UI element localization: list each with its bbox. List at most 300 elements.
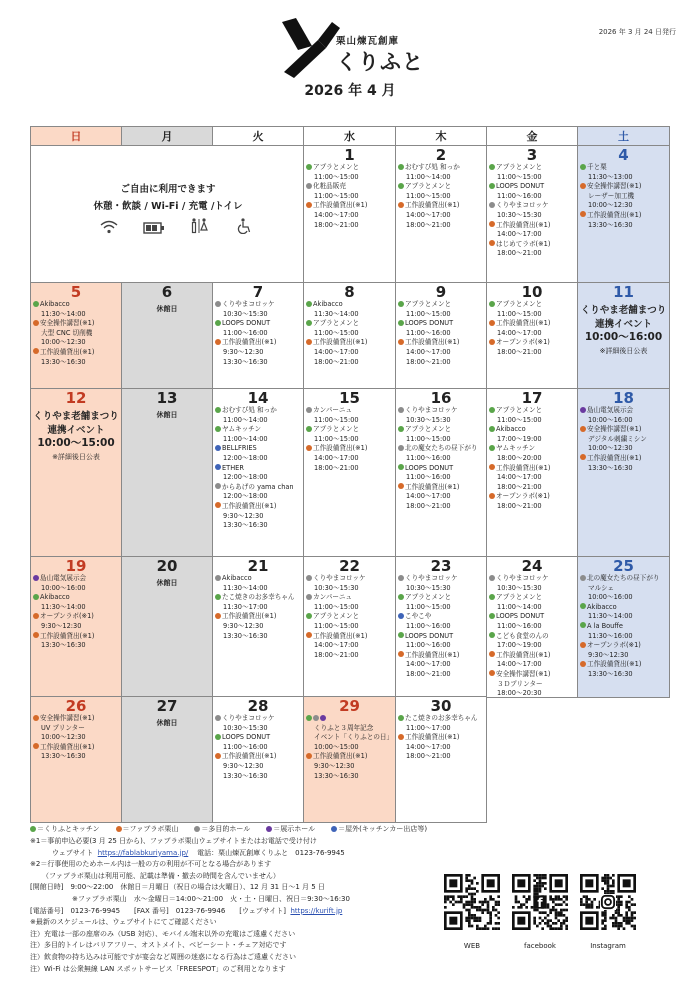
event-detail <box>304 762 395 772</box>
contact: [電話番号] 0123-76-9945 [FAX 番号] 0123-76-9946 [ウェブサイト] https://kurift.jp <box>30 906 343 915</box>
caution-3: 注）飲食物の持ち込みは可能ですが宴会など周囲の迷惑になる行為はご遠慮ください <box>30 952 296 961</box>
event-detail <box>304 435 395 445</box>
event-title <box>487 221 577 231</box>
blue-dot-icon <box>331 826 337 832</box>
event-detail-text: 9:30～12:30 <box>223 347 264 356</box>
event-title <box>487 444 577 454</box>
event-detail-text: 11:00～15:00 <box>406 434 451 443</box>
event-detail <box>487 483 577 493</box>
event-detail <box>578 651 669 661</box>
qr-label-instagram: Instagram <box>590 942 626 950</box>
event-detail <box>487 689 577 698</box>
event-title <box>304 752 395 762</box>
green-dot-icon <box>398 594 404 600</box>
weekday-header-fri: 金 <box>486 126 578 146</box>
event-detail-text: 11:00～15:00 <box>314 191 359 200</box>
day-cell-24 <box>486 556 578 698</box>
green-dot-icon <box>306 426 312 432</box>
event-label: くりやまコロッケ <box>405 574 458 582</box>
day-cell-12 <box>30 388 122 558</box>
closed-label: 休館日 <box>156 579 178 587</box>
event-detail-text: くりふと３周年記念 <box>314 723 374 732</box>
gray-dot-icon <box>215 301 221 307</box>
event-title <box>396 444 486 454</box>
event-detail-text: 9:30～12:30 <box>314 761 355 770</box>
event-label: Akibacco <box>496 425 526 434</box>
event-detail-text: 10:30～15:30 <box>406 583 451 592</box>
day-cell-28 <box>212 696 304 823</box>
website-link[interactable]: https://kurift.jp <box>290 906 343 915</box>
event-label: 工作設備貸出(※1) <box>313 631 368 640</box>
event-title <box>213 319 303 329</box>
free-use-cell <box>30 145 304 284</box>
day-cell-11 <box>577 282 670 390</box>
event-detail <box>31 733 121 743</box>
special-time: 10:00～15:00 <box>37 437 115 449</box>
event-title <box>396 406 486 416</box>
event-detail-text: 11:00～14:00 <box>223 434 268 443</box>
event-detail-text: 13:30～16:30 <box>588 220 633 229</box>
blue-dot-icon <box>215 464 221 470</box>
event-detail-text: 18:00～20:30 <box>497 689 542 698</box>
legend-item <box>30 825 100 833</box>
event-title <box>487 163 577 173</box>
event-label: くりやまコロッケ <box>405 406 458 414</box>
day-cell-13 <box>121 388 213 558</box>
event-detail-text: 10:30～15:30 <box>223 309 268 318</box>
event-detail <box>578 201 669 211</box>
event-label: アプラとメンと <box>405 593 452 602</box>
event-title <box>213 733 303 743</box>
event-title <box>487 670 577 680</box>
green-dot-icon <box>215 426 221 432</box>
day-cell-21 <box>212 556 304 698</box>
opening-hours: [開館日時] 9:00～22:00 休館日＝月曜日（祝日の場合は火曜日）、12 月 31 日～1 月 5 日 <box>30 883 325 892</box>
event-detail <box>487 473 577 483</box>
event-title <box>31 348 121 358</box>
event-detail-text: 13:30～16:30 <box>223 521 268 530</box>
event-detail <box>396 502 486 512</box>
event-detail-text: 11:00～15:00 <box>314 602 359 611</box>
day-cell-4 <box>577 145 670 284</box>
green-dot-icon <box>580 622 586 628</box>
event-detail-text: 11:00～17:00 <box>406 723 451 732</box>
notes <box>30 836 350 975</box>
event-detail-text: 13:30～16:30 <box>223 771 268 780</box>
event-detail-text: 10:30～15:30 <box>223 723 268 732</box>
event-label: オープンラボ(※1) <box>496 338 550 347</box>
green-dot-icon <box>580 164 586 170</box>
event-detail-text: 18:00～21:00 <box>406 501 451 510</box>
event-detail <box>31 329 121 339</box>
green-dot-icon <box>306 301 312 307</box>
event-label: 工作設備貸出(※1) <box>40 631 95 640</box>
event-title <box>213 752 303 762</box>
event-detail-text: 11:00～16:00 <box>406 453 451 462</box>
event-detail <box>396 492 486 502</box>
day-number: 10 <box>521 283 543 301</box>
day-cell-1 <box>303 145 396 284</box>
event-title <box>213 464 303 474</box>
day-cell-14 <box>212 388 304 558</box>
event-detail-text: 11:00～15:00 <box>406 309 451 318</box>
event-label: 島山電気展示会 <box>587 406 634 414</box>
instagram-qr-code[interactable] <box>580 874 636 930</box>
event-detail-text: 18:00～21:00 <box>406 752 451 761</box>
gray-dot-icon <box>306 183 312 189</box>
orange-dot-icon <box>306 339 312 345</box>
green-dot-icon <box>398 164 404 170</box>
event-detail-text: イベント「くりふとの日」 <box>314 733 394 742</box>
day-number: 19 <box>65 557 87 575</box>
event-title <box>213 444 303 454</box>
purple-dot-icon <box>33 575 39 581</box>
event-title <box>487 492 577 502</box>
day-number: 14 <box>247 389 269 407</box>
legend-item <box>194 825 250 833</box>
event-detail <box>487 192 577 202</box>
day-number: 7 <box>252 283 264 301</box>
event-label: くりやまコロッケ <box>222 714 275 722</box>
event-title <box>487 338 577 348</box>
event-label: アプラとメンと <box>496 406 543 414</box>
event-label: 工作設備貸出(※1) <box>587 660 642 669</box>
event-detail <box>578 612 669 622</box>
gray-dot-icon <box>398 407 404 413</box>
green-dot-icon <box>33 594 39 600</box>
event-detail <box>487 348 577 358</box>
event-detail-text: 12:00～18:00 <box>223 492 268 501</box>
day-number: 6 <box>161 283 173 301</box>
green-dot-icon <box>489 613 495 619</box>
event-detail <box>304 603 395 613</box>
event-detail-text: 11:00～15:00 <box>314 434 359 443</box>
event-title <box>578 182 669 192</box>
event-title <box>396 300 486 310</box>
event-title <box>578 163 669 173</box>
event-detail-text: 18:00～20:00 <box>497 453 542 462</box>
event-label: カンパーニュ <box>313 406 353 414</box>
event-detail <box>396 641 486 651</box>
day-number: 25 <box>613 557 634 575</box>
event-detail <box>396 435 486 445</box>
event-detail-text: 大型 CNC 切削機 <box>41 328 93 337</box>
event-title <box>304 632 395 642</box>
event-detail-text: 18:00～21:00 <box>314 220 359 229</box>
event-detail-text: 11:30～16:00 <box>588 631 633 640</box>
event-title <box>304 574 395 584</box>
day-number: 16 <box>430 389 452 407</box>
event-title <box>396 319 486 329</box>
day-cell-29 <box>303 696 396 823</box>
day-number: 9 <box>435 283 447 301</box>
event-detail-text: 11:30～14:00 <box>223 583 268 592</box>
event-detail <box>578 221 669 231</box>
orange-dot-icon <box>489 670 495 676</box>
qr-label-facebook: facebook <box>524 942 556 950</box>
event-detail <box>213 416 303 426</box>
event-label: 島山電気展示会 <box>40 574 87 582</box>
event-label: はじめてラボ(※1) <box>496 239 551 248</box>
event-detail-text: 10:30～15:30 <box>314 583 359 592</box>
purple-dot-icon <box>580 407 586 413</box>
event-detail <box>304 651 395 661</box>
event-detail-text: 14:00～17:00 <box>406 660 451 669</box>
event-detail <box>487 329 577 339</box>
event-detail-text: 17:00～19:00 <box>497 434 542 443</box>
gray-dot-icon <box>313 715 319 721</box>
svg-text:f: f <box>537 896 543 911</box>
weekday-header-sat: 土 <box>577 126 670 146</box>
event-detail <box>304 743 395 753</box>
orange-dot-icon <box>489 221 495 227</box>
event-label: ヤムキッチン <box>222 425 262 434</box>
event-detail <box>578 632 669 642</box>
green-dot-icon <box>489 407 495 413</box>
event-detail <box>487 584 577 594</box>
legend-label: ＝多目的ホール <box>201 825 251 833</box>
purple-dot-icon <box>320 715 326 721</box>
event-detail <box>487 249 577 259</box>
orange-dot-icon <box>306 445 312 451</box>
event-detail-text: 13:30～16:30 <box>588 669 633 678</box>
event-label: アプラとメンと <box>313 425 360 434</box>
event-title <box>213 714 303 724</box>
event-detail <box>213 521 303 531</box>
special-time: 10:00～16:00 <box>584 331 663 343</box>
event-detail-text: 11:00～16:00 <box>406 473 451 482</box>
event-detail-text: 14:00～17:00 <box>497 328 542 337</box>
event-detail-text: 12:00～18:00 <box>223 453 268 462</box>
event-title <box>304 182 395 192</box>
event-detail-text: レーザー加工機 <box>588 191 635 200</box>
event-title <box>487 182 577 192</box>
legend-label: ＝くりふとキッチン <box>37 825 100 833</box>
blue-dot-icon <box>215 445 221 451</box>
event-title <box>578 660 669 670</box>
event-detail <box>487 660 577 670</box>
event-detail <box>578 444 669 454</box>
event-label: オープンラボ(※1) <box>40 612 94 621</box>
event-detail <box>31 622 121 632</box>
event-detail <box>304 416 395 426</box>
event-title <box>578 406 669 416</box>
event-detail-text: 11:00～16:00 <box>406 621 451 630</box>
event-detail-text: 11:00～16:00 <box>223 328 268 337</box>
event-label: BELLFRIES <box>222 444 257 453</box>
orange-dot-icon <box>33 632 39 638</box>
event-title <box>578 622 669 632</box>
web-qr-code[interactable] <box>444 874 500 930</box>
event-label: 工作設備貸出(※1) <box>496 463 551 472</box>
day-number: 1 <box>344 146 355 164</box>
day-cell-20 <box>121 556 213 698</box>
orange-dot-icon <box>33 348 39 354</box>
event-label: 安全操作講習(※1) <box>587 425 642 434</box>
event-detail <box>487 622 577 632</box>
event-label: アプラとメンと <box>313 163 360 171</box>
event-title <box>487 300 577 310</box>
orange-dot-icon <box>580 661 586 667</box>
event-detail-text: 11:30～17:00 <box>223 602 268 611</box>
event-label: くりやまコロッケ <box>313 574 366 582</box>
event-detail-text: 17:00～19:00 <box>497 641 542 650</box>
event-label: 工作設備貸出(※1) <box>313 752 368 761</box>
orange-dot-icon <box>489 339 495 345</box>
fablab-link[interactable]: https://fablabkuriyama.jp/ <box>97 848 189 857</box>
event-detail <box>487 416 577 426</box>
event-label: 工作設備貸出(※1) <box>313 444 368 453</box>
green-dot-icon <box>398 715 404 721</box>
event-detail <box>304 733 395 743</box>
event-detail <box>31 584 121 594</box>
green-dot-icon <box>489 445 495 451</box>
orange-dot-icon <box>33 743 39 749</box>
closed-label: 休館日 <box>156 305 178 313</box>
event-label: A la Bouffe <box>587 621 623 630</box>
event-title <box>31 593 121 603</box>
event-title <box>213 502 303 512</box>
event-title <box>487 406 577 416</box>
event-title <box>31 632 121 642</box>
event-detail <box>213 603 303 613</box>
event-detail-text: 10:00～12:30 <box>41 338 86 347</box>
event-detail <box>396 348 486 358</box>
restroom-icon <box>179 218 219 238</box>
event-label: 工作設備貸出(※1) <box>496 220 551 229</box>
event-title <box>396 593 486 603</box>
special-note: ※詳細後日公表 <box>599 346 648 355</box>
special-event <box>578 304 669 357</box>
event-detail-text: 18:00～21:00 <box>406 669 451 678</box>
event-detail-text: 13:30～16:30 <box>41 752 86 761</box>
event-detail-text: 18:00～21:00 <box>406 357 451 366</box>
event-detail-text: 9:30～12:30 <box>223 621 264 630</box>
event-label: 化粧品販売 <box>313 182 346 191</box>
event-label: 工作設備貸出(※1) <box>222 338 277 347</box>
green-dot-icon <box>489 183 495 189</box>
event-detail <box>396 358 486 368</box>
wheelchair-icon <box>224 218 264 238</box>
event-title <box>213 425 303 435</box>
event-detail <box>487 641 577 651</box>
event-label: Akibacco <box>222 574 252 582</box>
event-label: 工作設備貸出(※1) <box>222 752 277 761</box>
green-dot-icon <box>398 464 404 470</box>
orange-dot-icon <box>489 320 495 326</box>
event-detail <box>396 454 486 464</box>
green-dot-icon <box>398 301 404 307</box>
event-detail <box>304 454 395 464</box>
gray-dot-icon <box>306 594 312 600</box>
event-title <box>31 574 121 584</box>
green-dot-icon <box>398 183 404 189</box>
event-detail <box>213 622 303 632</box>
event-label: 北の魔女たちの昼下がり <box>587 574 660 582</box>
event-detail <box>396 211 486 221</box>
orange-dot-icon <box>215 502 221 508</box>
event-title <box>487 240 577 250</box>
event-label: 千と栗 <box>587 163 607 171</box>
venue-dots <box>304 714 395 724</box>
event-detail <box>578 670 669 680</box>
facebook-qr-code[interactable] <box>512 874 568 930</box>
event-detail-text: 11:30～14:00 <box>41 309 86 318</box>
green-dot-icon <box>489 164 495 170</box>
event-label: アプラとメンと <box>496 593 543 602</box>
day-number: 8 <box>344 283 355 301</box>
event-title <box>578 641 669 651</box>
day-number: 5 <box>70 283 82 301</box>
event-title <box>213 300 303 310</box>
event-detail-text: 14:00～17:00 <box>314 453 359 462</box>
event-title <box>578 425 669 435</box>
event-detail <box>304 221 395 231</box>
event-label: カンパーニュ <box>313 593 353 602</box>
event-detail <box>396 416 486 426</box>
event-detail-text: 11:00～16:00 <box>223 742 268 751</box>
note-2b: （ファブラボ栗山は利用可能、記載は準備・撤去の時間を含んでいません） <box>42 871 280 880</box>
event-detail <box>578 192 669 202</box>
event-label: くりやまコロッケ <box>222 300 275 308</box>
event-detail-text: 13:30～16:30 <box>588 463 633 472</box>
event-detail <box>396 724 486 734</box>
event-detail <box>213 743 303 753</box>
event-detail-text: 10:00～12:30 <box>41 733 86 742</box>
caution-4: 注）Wi-Fi は公衆無線 LAN スポットサービス「FREESPOT」のご利用となります <box>30 964 286 973</box>
event-label: Akibacco <box>40 300 70 308</box>
orange-dot-icon <box>215 613 221 619</box>
event-label: 工作設備貸出(※1) <box>405 201 460 210</box>
event-label: アプラとメンと <box>313 612 360 621</box>
event-detail <box>31 338 121 348</box>
calendar-grid <box>30 126 669 822</box>
event-detail-text: 18:00～21:00 <box>314 463 359 472</box>
event-detail <box>304 358 395 368</box>
day-number: 20 <box>156 557 178 575</box>
event-detail-text: 10:00～12:30 <box>588 201 633 210</box>
event-title <box>578 574 669 584</box>
battery-icon <box>134 222 174 238</box>
event-detail-text: 11:00～15:00 <box>497 415 542 424</box>
gray-dot-icon <box>215 483 221 489</box>
event-detail <box>396 192 486 202</box>
brand-subtitle: 栗山煉瓦創庫 <box>336 36 400 47</box>
event-label: 安全操作講習(※1) <box>587 182 642 191</box>
event-label: オープンラボ(※1) <box>496 492 550 501</box>
green-dot-icon <box>215 734 221 740</box>
special-l1: くりやま老舗まつり <box>33 411 119 422</box>
event-detail-text: 18:00～21:00 <box>314 650 359 659</box>
gray-dot-icon <box>580 575 586 581</box>
day-cell-10 <box>486 282 578 390</box>
event-detail-text: マルシェ <box>588 583 615 592</box>
weekday-header-tue: 火 <box>212 126 304 146</box>
legend-label: ＝屋外(キッチンカー出店等) <box>338 825 428 833</box>
green-dot-icon <box>306 613 312 619</box>
day-cell-30 <box>395 696 487 823</box>
event-detail-text: 9:30～12:30 <box>223 761 264 770</box>
event-label: 工作設備貸出(※1) <box>405 482 460 491</box>
event-detail-text: 18:00～21:00 <box>406 220 451 229</box>
event-detail-text: 11:00～16:00 <box>497 191 542 200</box>
day-number: 2 <box>435 146 447 164</box>
event-detail-text: 11:30～13:00 <box>588 172 633 181</box>
orange-dot-icon <box>306 202 312 208</box>
event-detail <box>213 632 303 642</box>
event-detail-text: 11:00～14:00 <box>406 172 451 181</box>
legend-item <box>331 825 427 833</box>
